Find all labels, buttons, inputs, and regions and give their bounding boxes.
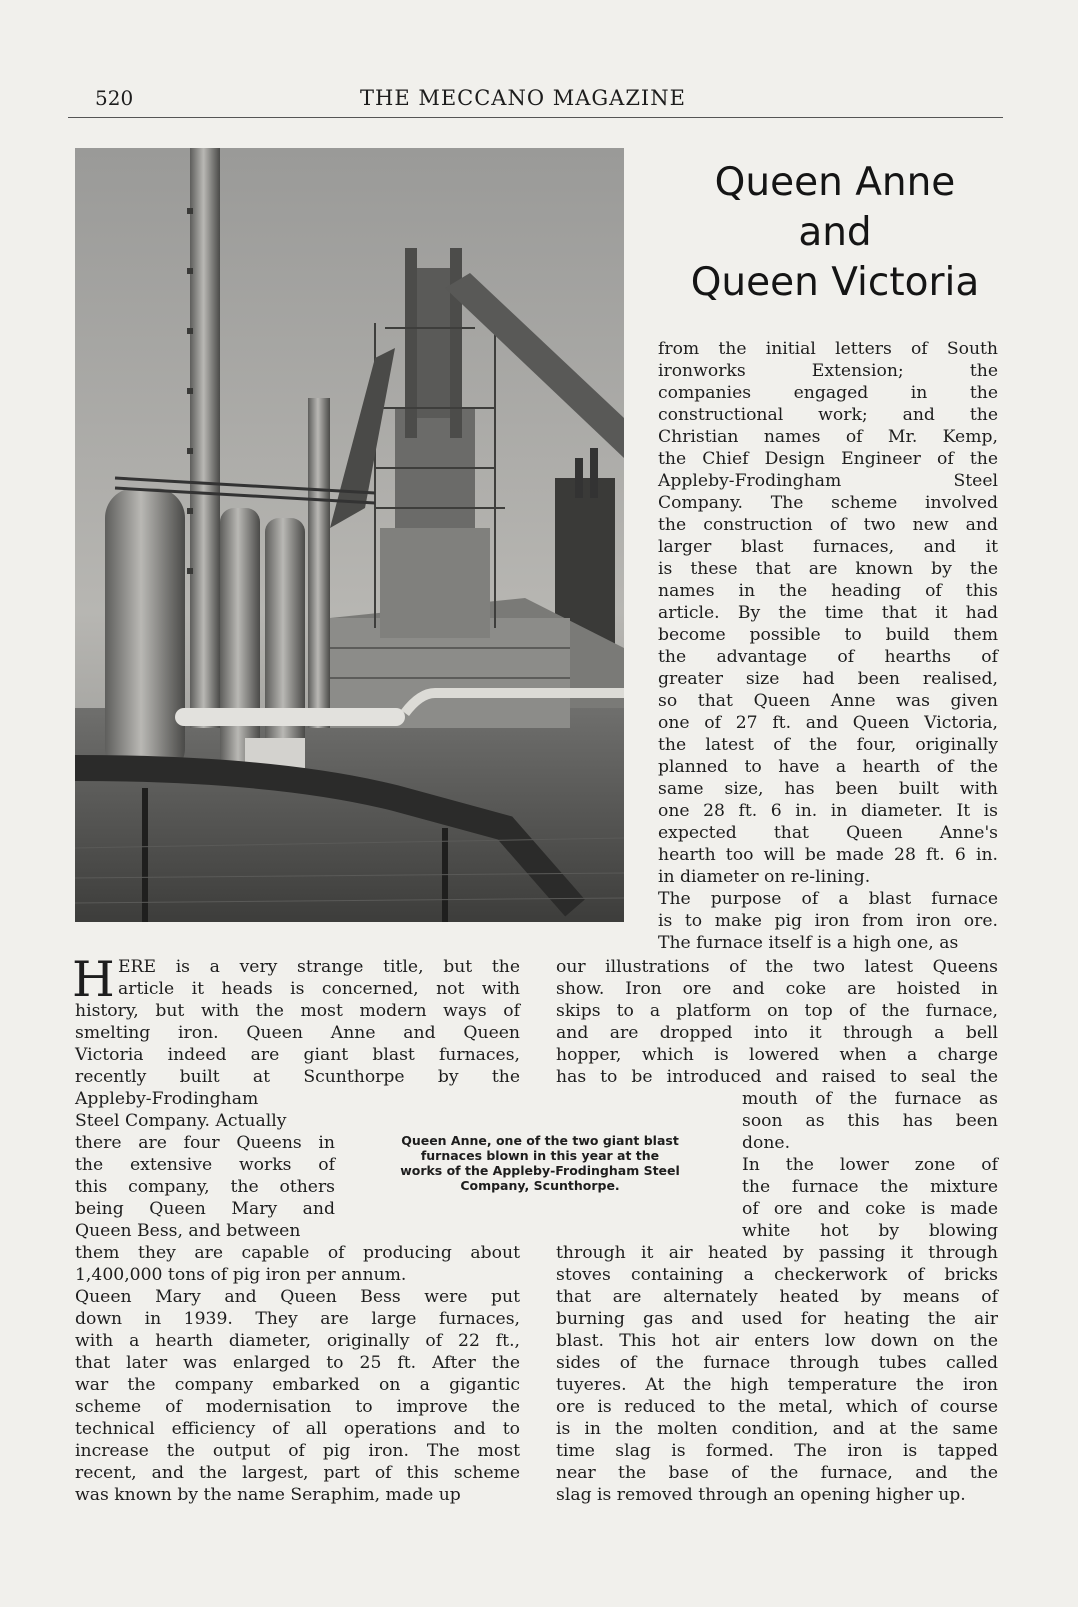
text-line: show. Iron ore and coke are hoisted in	[556, 979, 998, 999]
title-line: Queen Victoria	[690, 260, 980, 305]
text-line: same size, has been built with	[658, 779, 998, 799]
text-line: of ore and coke is made	[742, 1199, 998, 1219]
text-line: 1,400,000 tons of pig iron per annum.	[75, 1265, 407, 1285]
text-line: time slag is formed. The iron is tapped	[556, 1441, 998, 1461]
text-line: hearth too will be made 28 ft. 6 in.	[658, 845, 998, 865]
caption-line: works of the Appleby-Frodingham Steel	[400, 1163, 680, 1178]
text-line: article. By the time that it had	[658, 603, 998, 623]
text-line: hopper, which is lowered when a charge	[556, 1045, 998, 1065]
article-title	[645, 158, 1025, 308]
drop-cap: H	[72, 951, 115, 1008]
text-line: larger blast furnaces, and it	[658, 537, 998, 557]
text-line: with a hearth diameter, originally of 22 ft.,	[75, 1331, 520, 1351]
text-line: Appleby-Frodingham	[75, 1089, 259, 1109]
text-line: there are four Queens in	[75, 1133, 335, 1153]
text-line: down in 1939. They are large furnaces,	[75, 1309, 520, 1329]
text-line: technical efficiency of all operations and to	[75, 1419, 520, 1439]
text-line: has to be introduced and raised to seal the	[556, 1067, 998, 1087]
text-line: burning gas and used for heating the air	[556, 1309, 998, 1329]
text-line: the extensive works of	[75, 1155, 335, 1175]
blast-furnace-photo	[75, 148, 624, 922]
text-line: Company. The scheme involved	[658, 493, 998, 513]
text-line: that later was enlarged to 25 ft. After the	[75, 1353, 520, 1373]
title-line: Queen Anne	[714, 160, 956, 205]
text-line: mouth of the furnace as	[742, 1089, 998, 1109]
text-line: companies engaged in the	[658, 383, 998, 403]
text-line: the advantage of hearths of	[658, 647, 998, 667]
text-line: In the lower zone of	[742, 1155, 998, 1175]
text-line: the latest of the four, originally	[658, 735, 998, 755]
text-line: that are alternately heated by means of	[556, 1287, 998, 1307]
text-line: Steel Company. Actually	[75, 1111, 287, 1131]
text-line: ERE is a very strange title, but the	[118, 957, 520, 977]
text-line: smelting iron. Queen Anne and Queen	[75, 1023, 520, 1043]
text-line: and are dropped into it through a bell	[556, 1023, 998, 1043]
text-line: Queen Mary and Queen Bess were put	[75, 1287, 520, 1307]
text-line: blast. This hot air enters low down on the	[556, 1331, 998, 1351]
text-line: being Queen Mary and	[75, 1199, 335, 1219]
text-line: near the base of the furnace, and the	[556, 1463, 998, 1483]
caption-line: Company, Scunthorpe.	[460, 1178, 620, 1193]
text-line: stoves containing a checkerwork of bricks	[556, 1265, 998, 1285]
text-line: increase the output of pig iron. The most	[75, 1441, 520, 1461]
text-line: greater size had been realised,	[658, 669, 998, 689]
text-line: soon as this has been	[742, 1111, 998, 1131]
text-line: them they are capable of producing about	[75, 1243, 520, 1263]
text-line: The furnace itself is a high one, as	[658, 933, 959, 953]
text-line: white hot by blowing	[742, 1221, 998, 1241]
page-number: 520	[95, 86, 134, 110]
text-line: Christian names of Mr. Kemp,	[658, 427, 998, 447]
text-line: so that Queen Anne was given	[658, 691, 998, 711]
text-line: war the company embarked on a gigantic	[75, 1375, 520, 1395]
text-line: recently built at Scunthorpe by the	[75, 1067, 520, 1087]
text-line: the furnace the mixture	[742, 1177, 998, 1197]
header-rule	[68, 117, 1003, 118]
text-line: is these that are known by the	[658, 559, 998, 579]
caption-line: furnaces blown in this year at the	[420, 1148, 660, 1163]
photo-caption	[375, 1133, 705, 1193]
text-line: the Chief Design Engineer of the	[658, 449, 998, 469]
text-line: Queen Bess, and between	[75, 1221, 301, 1241]
text-line: the construction of two new and	[658, 515, 998, 535]
text-line: planned to have a hearth of the	[658, 757, 998, 777]
text-line: is to make pig iron from iron ore.	[658, 911, 998, 931]
text-line: Appleby-Frodingham Steel	[658, 471, 998, 491]
text-line: history, but with the most modern ways of	[75, 1001, 520, 1021]
text-line: this company, the others	[75, 1177, 335, 1197]
text-line: was known by the name Seraphim, made up	[75, 1485, 461, 1505]
text-line: article it heads is concerned, not with	[118, 979, 520, 999]
text-line: in diameter on re-lining.	[658, 867, 871, 887]
text-line: tuyeres. At the high temperature the iron	[556, 1375, 998, 1395]
text-line: Victoria indeed are giant blast furnaces,	[75, 1045, 520, 1065]
text-line: scheme of modernisation to improve the	[75, 1397, 520, 1417]
text-line: ore is reduced to the metal, which of course	[556, 1397, 998, 1417]
text-line: names in the heading of this	[658, 581, 998, 601]
text-line: constructional work; and the	[658, 405, 998, 425]
text-line: expected that Queen Anne's	[658, 823, 998, 843]
text-line: ironworks Extension; the	[658, 361, 998, 381]
text-line: one 28 ft. 6 in. in diameter. It is	[658, 801, 998, 821]
text-line: from the initial letters of South	[658, 339, 998, 359]
text-line: our illustrations of the two latest Queens	[556, 957, 998, 977]
running-title: THE MECCANO MAGAZINE	[360, 86, 686, 110]
caption-line: Queen Anne, one of the two giant blast	[401, 1133, 679, 1148]
text-line: done.	[742, 1133, 791, 1153]
text-line: skips to a platform on top of the furnace,	[556, 1001, 998, 1021]
text-line: through it air heated by passing it through	[556, 1243, 998, 1263]
text-line: The purpose of a blast furnace	[658, 889, 998, 909]
text-line: one of 27 ft. and Queen Victoria,	[658, 713, 998, 733]
title-line: and	[798, 210, 872, 255]
text-line: is in the molten condition, and at the same	[556, 1419, 998, 1439]
text-line: sides of the furnace through tubes called	[556, 1353, 998, 1373]
text-line: slag is removed through an opening higher up.	[556, 1485, 966, 1505]
text-line: become possible to build them	[658, 625, 998, 645]
text-line: recent, and the largest, part of this scheme	[75, 1463, 520, 1483]
